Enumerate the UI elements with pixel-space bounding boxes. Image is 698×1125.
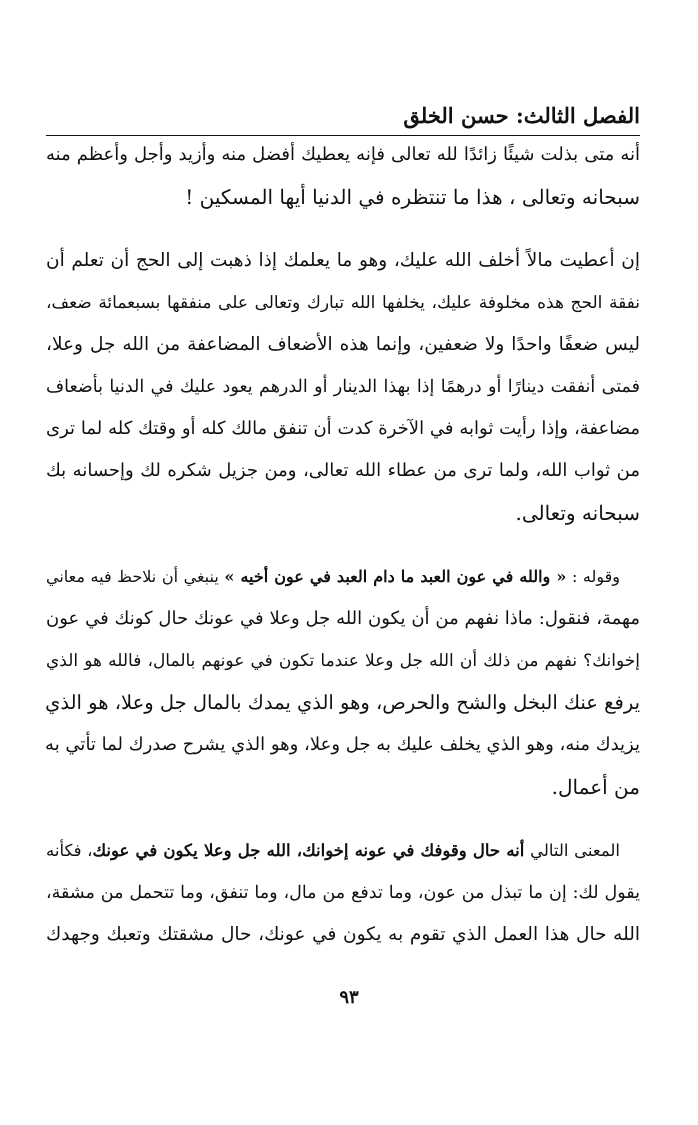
- text-line: مهمة، فنقول: ماذا نفهم من أن يكون الله جل وعلا في عونك حال كونك في عون: [46, 608, 640, 629]
- paragraph: [46, 830, 640, 956]
- paragraph-gap: [46, 808, 640, 830]
- paragraph: [46, 556, 640, 808]
- chapter-title: الفصل الثالث: حسن الخلق: [403, 103, 640, 128]
- body-text: [46, 134, 640, 956]
- emphasized-text: أنه حال وقوفك في عونه إخوانك، الله جل وعلا يكون في عونك: [92, 841, 525, 860]
- text-line: ليس ضعفًا واحدًا ولا ضعفين، وإنما هذه الأضعاف المضاعفة من الله جل وعلا،: [46, 334, 640, 355]
- text-line: سبحانه وتعالى ، هذا ما تنتظره في الدنيا أيها المسكين !: [185, 185, 640, 209]
- text-run: ينبغي أن نلاحظ فيه معاني: [46, 567, 219, 586]
- hadith-quote: « والله في عون العبد ما دام العبد في عون أخيه »: [224, 567, 567, 586]
- running-header: [46, 100, 640, 136]
- text-line: يزيدك منه، وهو الذي يخلف عليك به جل وعلا، وهو الذي يشرح صدرك لما تأتي به: [45, 734, 640, 755]
- text-line: من أعمال.: [551, 775, 640, 799]
- text-line: إن أعطيت مالاً أخلف الله عليك، وهو ما يعلمك إذا ذهبت إلى الحج أن تعلم أن: [46, 250, 640, 271]
- text-line: من ثواب الله، ولما ترى من عطاء الله تعالى، ومن جزيل شكره لك وإحسانه بك: [46, 460, 640, 481]
- text-line: سبحانه وتعالى.: [515, 501, 640, 525]
- text-line: يقول لك: إن ما تبذل من عون، وما تدفع من مال، وما تنفق، وما تتحمل من مشقة،: [46, 883, 640, 903]
- text-line: الله حال هذا العمل الذي تقوم به يكون في عونك، حال مشقتك وتعبك وجهدك: [46, 924, 640, 945]
- text-line: يرفع عنك البخل والشح والحرص، وهو الذي يمدك بالمال جل وعلا، هو الذي: [45, 691, 640, 714]
- text-line: نفقة الحج هذه مخلوفة عليك، يخلفها الله تبارك وتعالى على منفقها بسبعمائة ضعف،: [46, 293, 640, 313]
- paragraph-gap: [46, 534, 640, 556]
- text-line: مضاعفة، وإذا رأيت ثوابه في الآخرة كدت أن تنفق مالك كله أو وقتك كله لما ترى: [46, 418, 640, 439]
- text-line: [46, 830, 640, 872]
- text-line: إخوانك؟ نفهم من ذلك أن الله جل وعلا عندما تكون في عونهم بالمال، فالله هو الذي: [46, 651, 640, 671]
- text-line: فمتى أنفقت دينارًا أو درهمًا إذا بهذا الدينار أو الدرهم يعود عليك في الدنيا بأضعاف: [46, 377, 640, 397]
- paragraph: [46, 240, 640, 534]
- text-line: أنه متى بذلت شيئًا زائدًا لله تعالى فإنه يعطيك أفضل منه وأزيد وأجل وأعظم منه: [46, 144, 640, 165]
- text-run: ، فكأنه: [46, 841, 93, 860]
- paragraph: [46, 134, 640, 218]
- page-number: ٩٣: [339, 987, 359, 1008]
- text-run: المعنى التالي: [530, 841, 620, 860]
- text-run: وقوله :: [571, 567, 621, 586]
- paragraph-gap: [46, 218, 640, 240]
- text-line: [46, 556, 640, 598]
